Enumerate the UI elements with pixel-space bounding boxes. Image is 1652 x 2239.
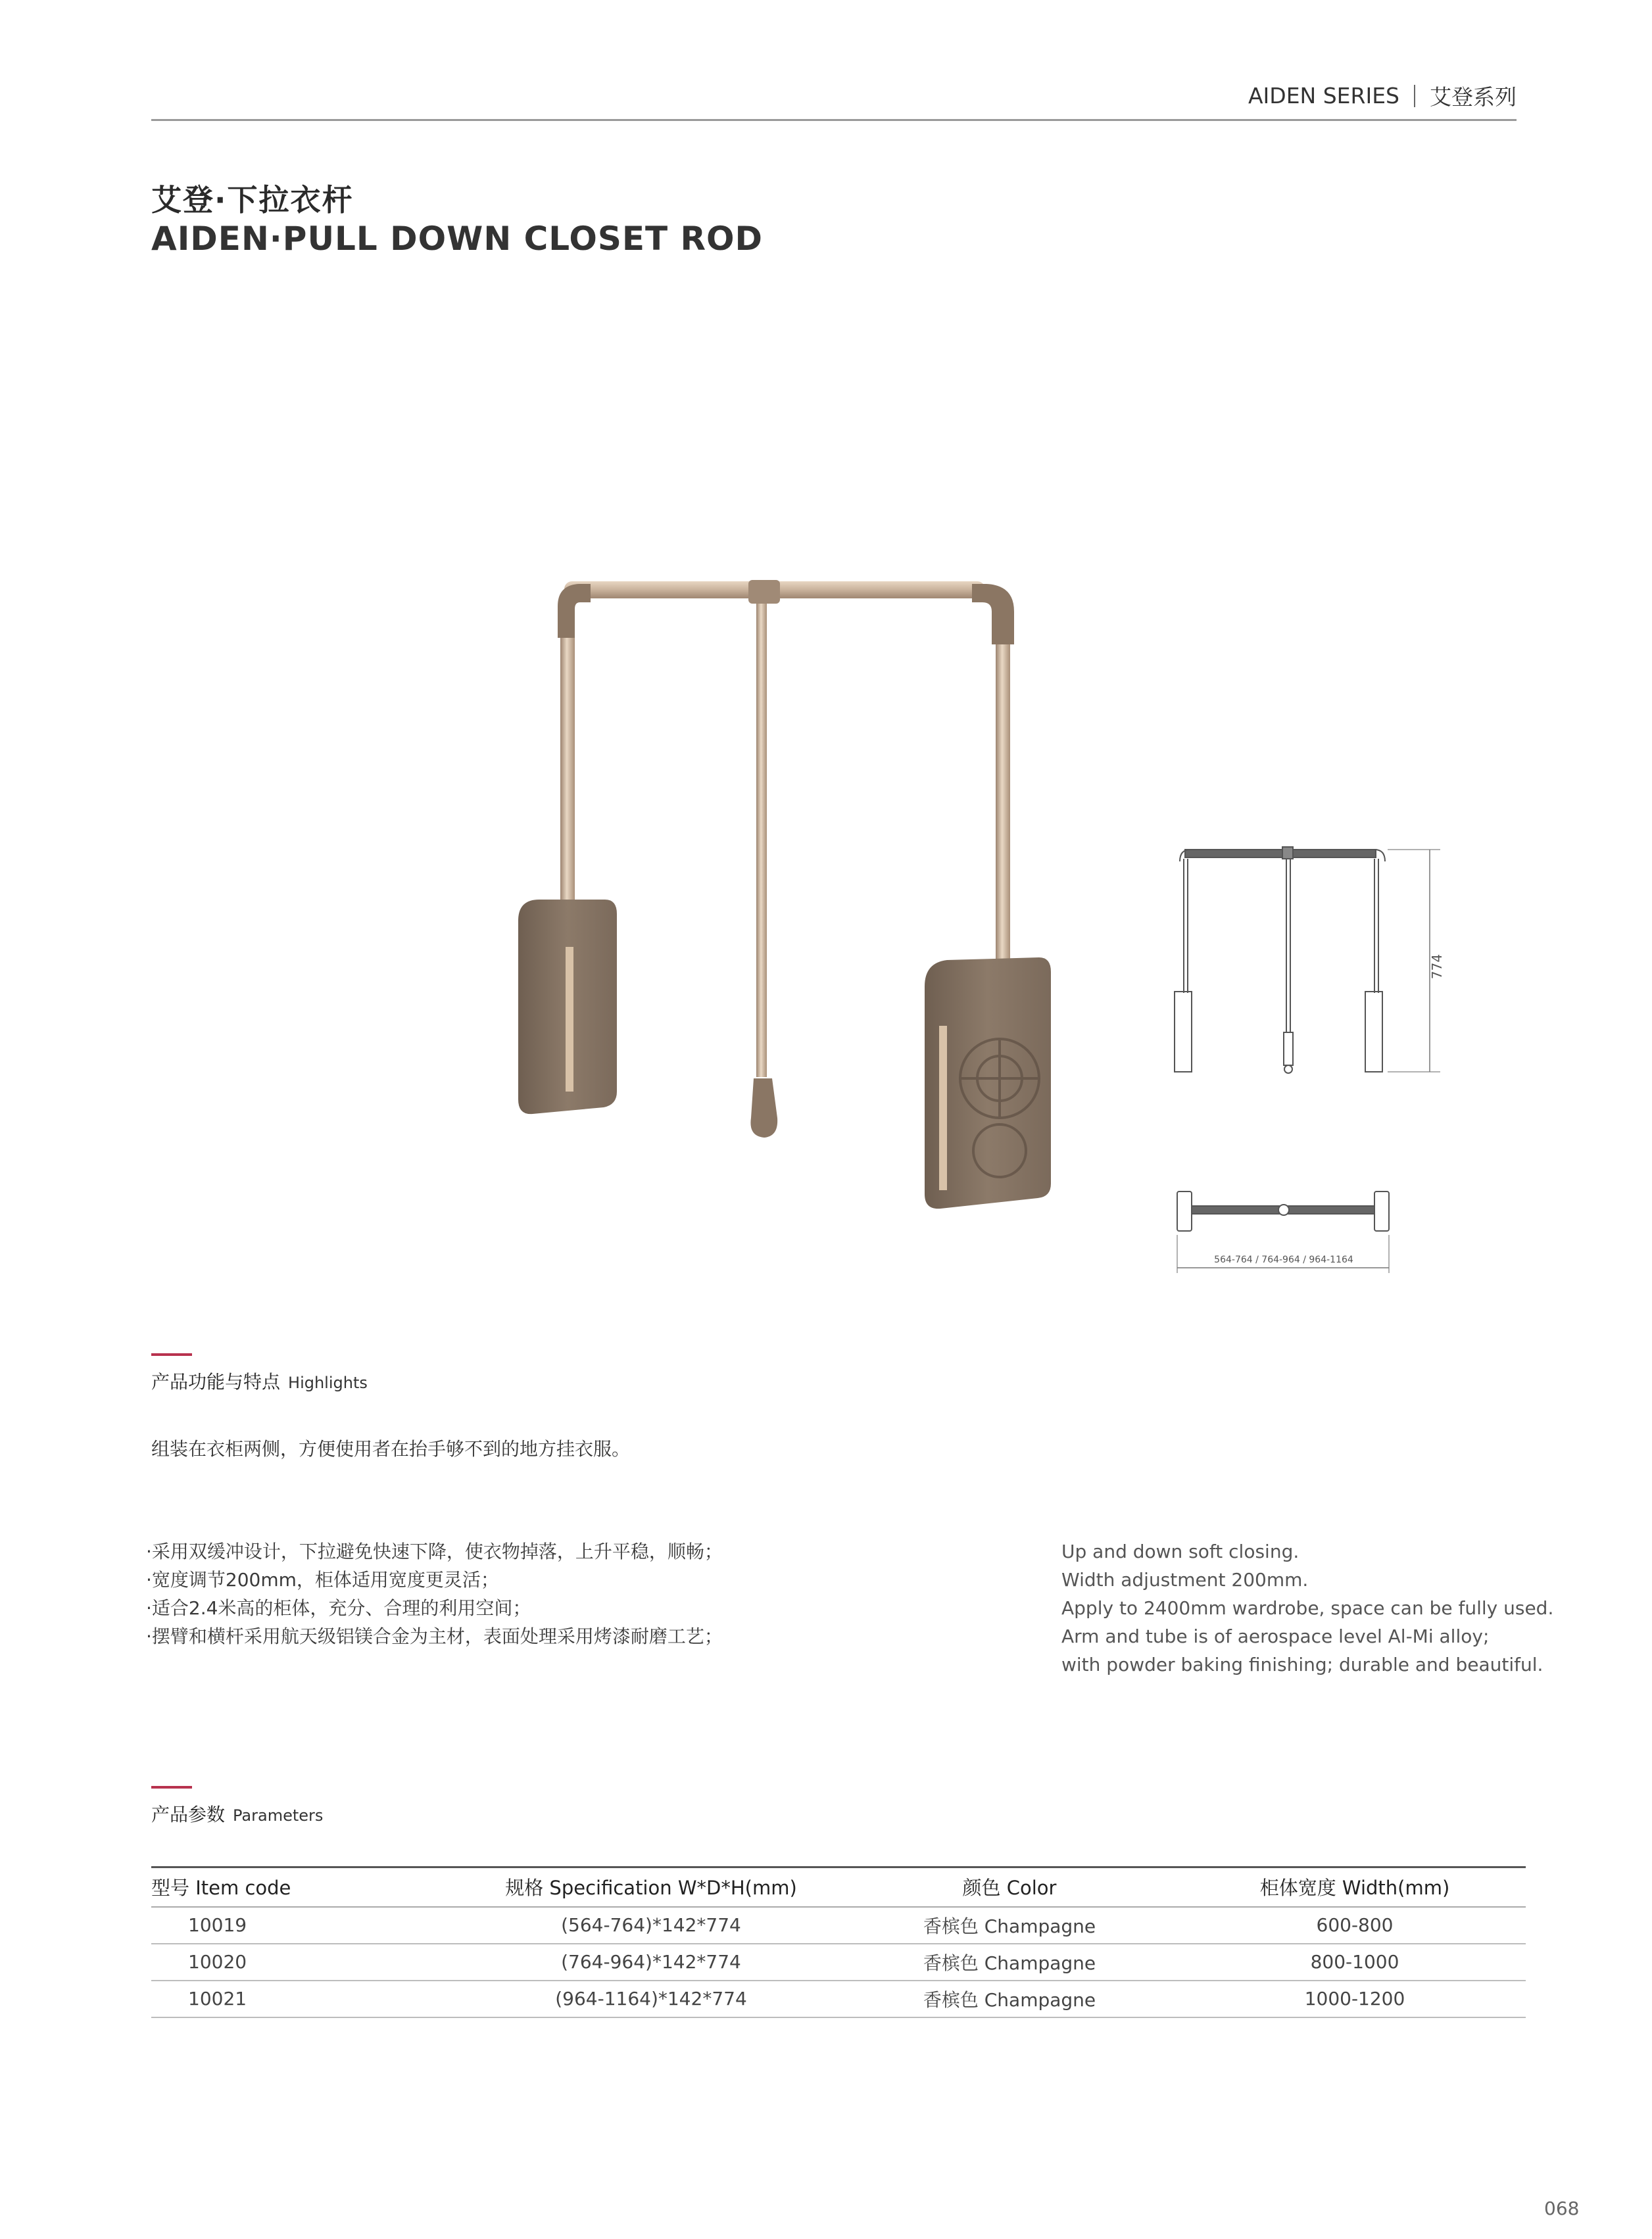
table-row: [151, 1907, 1526, 1944]
parameters-table: [151, 1866, 1526, 2018]
list-item: Up and down soft closing.: [1061, 1541, 1300, 1562]
table-row: [151, 1944, 1526, 1981]
list-item: ·适合2.4米高的柜体，充分、合理的利用空间；: [146, 1597, 531, 1619]
list-item: ·宽度调节200mm，柜体适用宽度更灵活；: [146, 1569, 499, 1591]
top-view-drawing: [1171, 1177, 1421, 1276]
highlights-intro: 组装在衣柜两侧，方便使用者在抬手够不到的地方挂衣服。: [151, 1438, 631, 1460]
page-number: 068: [1544, 2198, 1580, 2219]
cell-width: 800-1000: [1184, 1944, 1526, 1981]
series-en: AIDEN SERIES: [1248, 83, 1399, 108]
list-item: Apply to 2400mm wardrobe, space can be fully used.: [1061, 1597, 1554, 1619]
cell-specification: (964-1164)*142*774: [467, 1981, 835, 2017]
column-header-specification: 规格 Specification W*D*H(mm): [505, 1877, 797, 1900]
series-cn: 艾登系列: [1430, 84, 1517, 110]
height-dimension-label: 774: [1429, 953, 1445, 980]
product-title-en: AIDEN·PULL DOWN CLOSET ROD: [151, 220, 764, 258]
series-label: [1248, 80, 1517, 111]
highlights-list-en: [1061, 1537, 1553, 1679]
cell-item-code: 10020: [151, 1944, 467, 1981]
cell-color: 香槟色 Champagne: [835, 1907, 1184, 1944]
list-item: Width adjustment 200mm.: [1061, 1569, 1309, 1591]
highlights-title-cn: 产品功能与特点: [151, 1371, 281, 1393]
table-row: [151, 1981, 1526, 2017]
cell-item-code: 10019: [151, 1907, 467, 1944]
cell-color: 香槟色 Champagne: [835, 1981, 1184, 2017]
product-title-cn: 艾登·下拉衣杆: [151, 182, 354, 218]
column-header-item-code: 型号 Item code: [151, 1877, 291, 1900]
table-header-row: [151, 1867, 1526, 1907]
cell-width: 600-800: [1184, 1907, 1526, 1944]
list-item: with powder baking finishing; durable and beautiful.: [1061, 1654, 1543, 1675]
front-view-drawing: [1171, 835, 1453, 1085]
parameters-heading: [151, 1800, 323, 1827]
highlights-list-cn: [146, 1537, 723, 1650]
list-item: ·采用双缓冲设计，下拉避免快速下降，使衣物掉落，上升平稳，顺畅；: [146, 1541, 723, 1562]
highlights-accent-line: [151, 1353, 192, 1356]
parameters-accent-line: [151, 1786, 192, 1789]
column-header-width: 柜体宽度 Width(mm): [1259, 1877, 1450, 1900]
parameters-title-cn: 产品参数: [151, 1804, 226, 1825]
cell-color: 香槟色 Champagne: [835, 1944, 1184, 1981]
cell-item-code: 10021: [151, 1981, 467, 2017]
list-item: ·摆臂和横杆采用航天级铝镁合金为主材，表面处理采用烤漆耐磨工艺；: [146, 1625, 723, 1647]
parameters-title-en: Parameters: [233, 1806, 324, 1825]
highlights-heading: [151, 1368, 368, 1394]
highlights-title-en: Highlights: [288, 1374, 368, 1392]
width-dimension-label: 564-764 / 764-964 / 964-1164: [1214, 1255, 1353, 1265]
page-header: [151, 79, 1517, 121]
series-divider: [1414, 85, 1415, 107]
cell-specification: (564-764)*142*774: [467, 1907, 835, 1944]
cell-width: 1000-1200: [1184, 1981, 1526, 2017]
column-header-color: 颜色 Color: [962, 1877, 1057, 1900]
cell-specification: (764-964)*142*774: [467, 1944, 835, 1981]
list-item: Arm and tube is of aerospace level Al-Mi alloy;: [1061, 1625, 1490, 1647]
product-image: [506, 566, 1065, 1210]
